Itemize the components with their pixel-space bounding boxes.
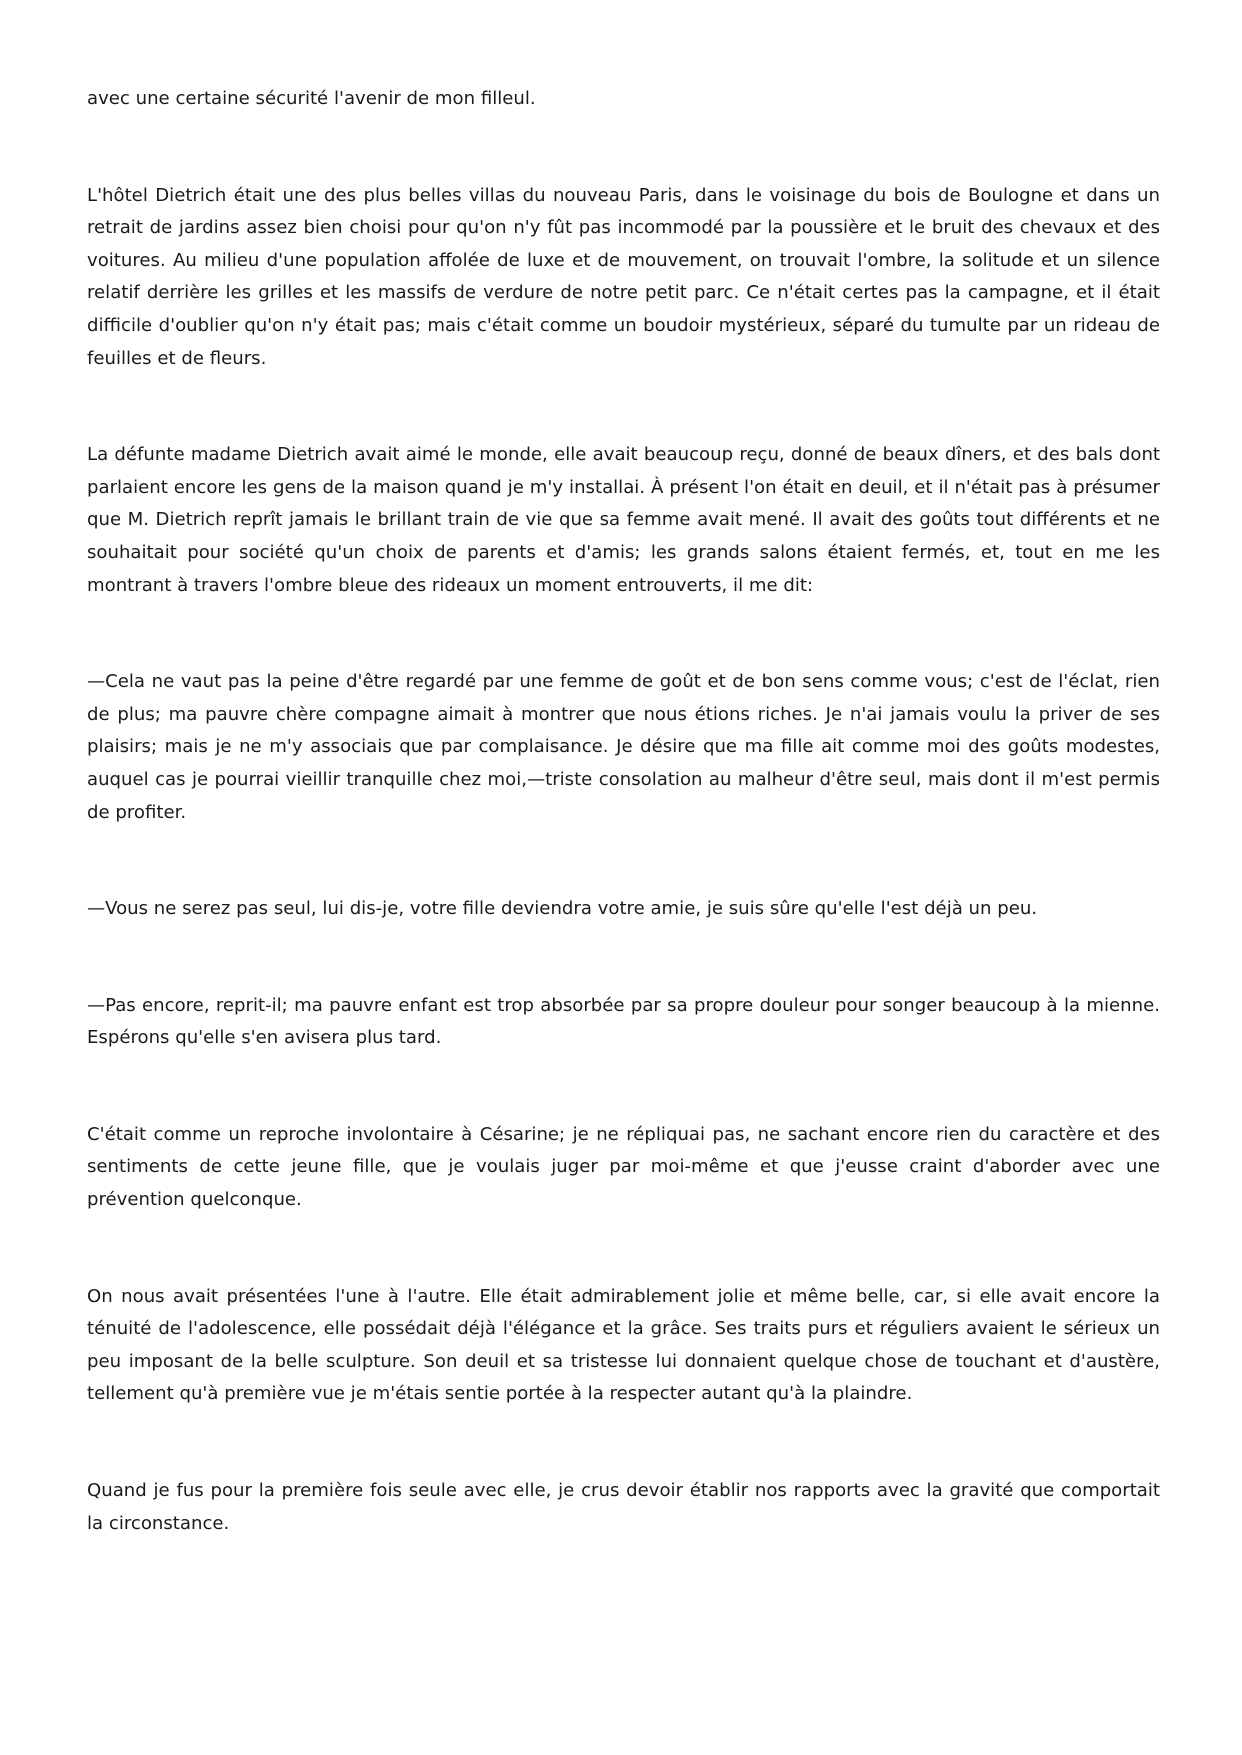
document-page: [87, 83, 1160, 1540]
paragraph-1: avec une certaine sécurité l'avenir de mon filleul.: [87, 88, 536, 109]
paragraph-5: —Vous ne serez pas seul, lui dis-je, votre fille deviendra votre amie, je suis sûre qu'elle l'est déjà un peu.: [87, 898, 1038, 920]
paragraph-6: —Pas encore, reprit-il; ma pauvre enfant est trop absorbée par sa propre douleur pour songer beaucoup à la mienne. Espérons qu'elle s'en avisera plus tard.: [87, 994, 1160, 1049]
paragraph-8: On nous avait présentées l'une à l'autre. Elle était admirablement jolie et même belle, car, si elle avait encore la ténuité de l'adolescence, elle possédait déjà l'élégance et la grâce. Ses traits purs et réguliers avaient le sérieux un peu imposant de la belle sculpture. Son deuil et sa tristesse lui donnaient quelque chose de touchant et d'austère, tellement qu'à première vue je m'étais sentie portée à la respecter autant qu'à la plaindre.: [87, 1285, 1160, 1405]
paragraph-3: La défunte madame Dietrich avait aimé le monde, elle avait beaucoup reçu, donné de beaux dîners, et des bals dont parlaient encore les gens de la maison quand je m'y installai. À présent l'on était en deuil, et il n'était pas à présumer que M. Dietrich reprît jamais le brillant train de vie que sa femme avait mené. Il avait des goûts tout différents et ne souhaitait pour société qu'un choix de parents et d'amis; les grands salons étaient fermés, et, tout en me les montrant à travers l'ombre bleue des rideaux un moment entrouverts, il me dit:: [87, 444, 1160, 596]
paragraph-2: L'hôtel Dietrich était une des plus belles villas du nouveau Paris, dans le voisinage du bois de Boulogne et dans un retrait de jardins assez bien choisi pour qu'on n'y fût pas incommodé par la poussière et le bruit des chevaux et des voitures. Au milieu d'une population affolée de luxe et de mouvement, on trouvait l'ombre, la solitude et un silence relatif derrière les grilles et les massifs de verdure de notre petit parc. Ce n'était certes pas la campagne, et il était difficile d'oublier qu'on n'y était pas; mais c'était comme un boudoir mystérieux, séparé du tumulte par un rideau de feuilles et de fleurs.: [87, 184, 1160, 369]
paragraph-7: C'était comme un reproche involontaire à Césarine; je ne répliquai pas, ne sachant encore rien du caractère et des sentiments de cette jeune fille, que je voulais juger par moi-même et que j'eusse craint d'aborder avec une prévention quelconque.: [87, 1123, 1160, 1211]
paragraph-9: Quand je fus pour la première fois seule avec elle, je crus devoir établir nos rapports avec la gravité que comportait la circonstance.: [87, 1480, 1160, 1534]
paragraph-4: —Cela ne vaut pas la peine d'être regardé par une femme de goût et de bon sens comme vous; c'est de l'éclat, rien de plus; ma pauvre chère compagne aimait à montrer que nous étions riches. Je n'ai jamais voulu la priver de ses plaisirs; mais je ne m'y associais que par complaisance. Je désire que ma fille ait comme moi des goûts modestes, auquel cas je pourrai vieillir tranquille chez moi,—triste consolation au malheur d'être seul, mais dont il m'est permis de profiter.: [87, 671, 1160, 823]
